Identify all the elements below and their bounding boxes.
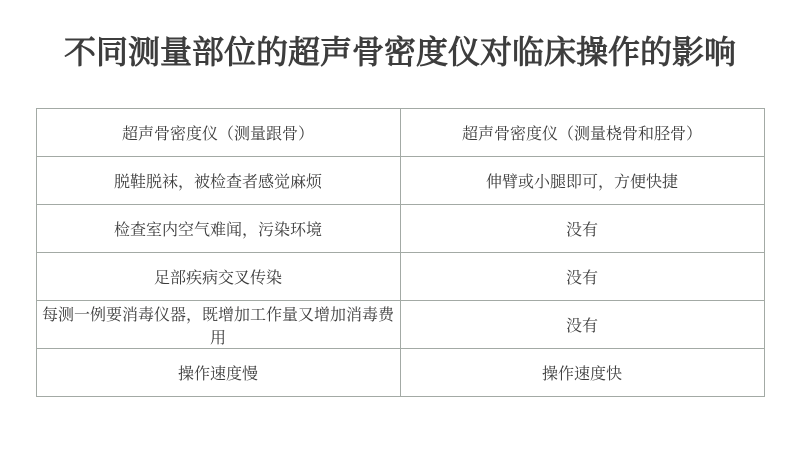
table-cell: 每测一例要消毒仪器，既增加工作量又增加消毒费用: [36, 301, 400, 349]
table-header-cell-radius-tibia: 超声骨密度仪（测量桡骨和胫骨）: [400, 109, 764, 157]
table-cell: 足部疾病交叉传染: [36, 253, 400, 301]
comparison-table: [36, 108, 765, 397]
table-cell: 没有: [400, 253, 764, 301]
table-row: [36, 253, 764, 301]
table-cell: 操作速度快: [400, 349, 764, 397]
table-row: [36, 205, 764, 253]
table-row: [36, 301, 764, 349]
table-cell: 没有: [400, 301, 764, 349]
page-title: 不同测量部位的超声骨密度仪对临床操作的影响: [63, 34, 736, 70]
table-header-row: [36, 109, 764, 157]
table-cell: 伸臂或小腿即可，方便快捷: [400, 157, 764, 205]
table-cell: 没有: [400, 205, 764, 253]
table-header-cell-calcaneus: 超声骨密度仪（测量跟骨）: [36, 109, 400, 157]
table-cell: 脱鞋脱袜，被检查者感觉麻烦: [36, 157, 400, 205]
table-cell: 检查室内空气难闻，污染环境: [36, 205, 400, 253]
table-cell: 操作速度慢: [36, 349, 400, 397]
table-row: [36, 349, 764, 397]
table-row: [36, 157, 764, 205]
